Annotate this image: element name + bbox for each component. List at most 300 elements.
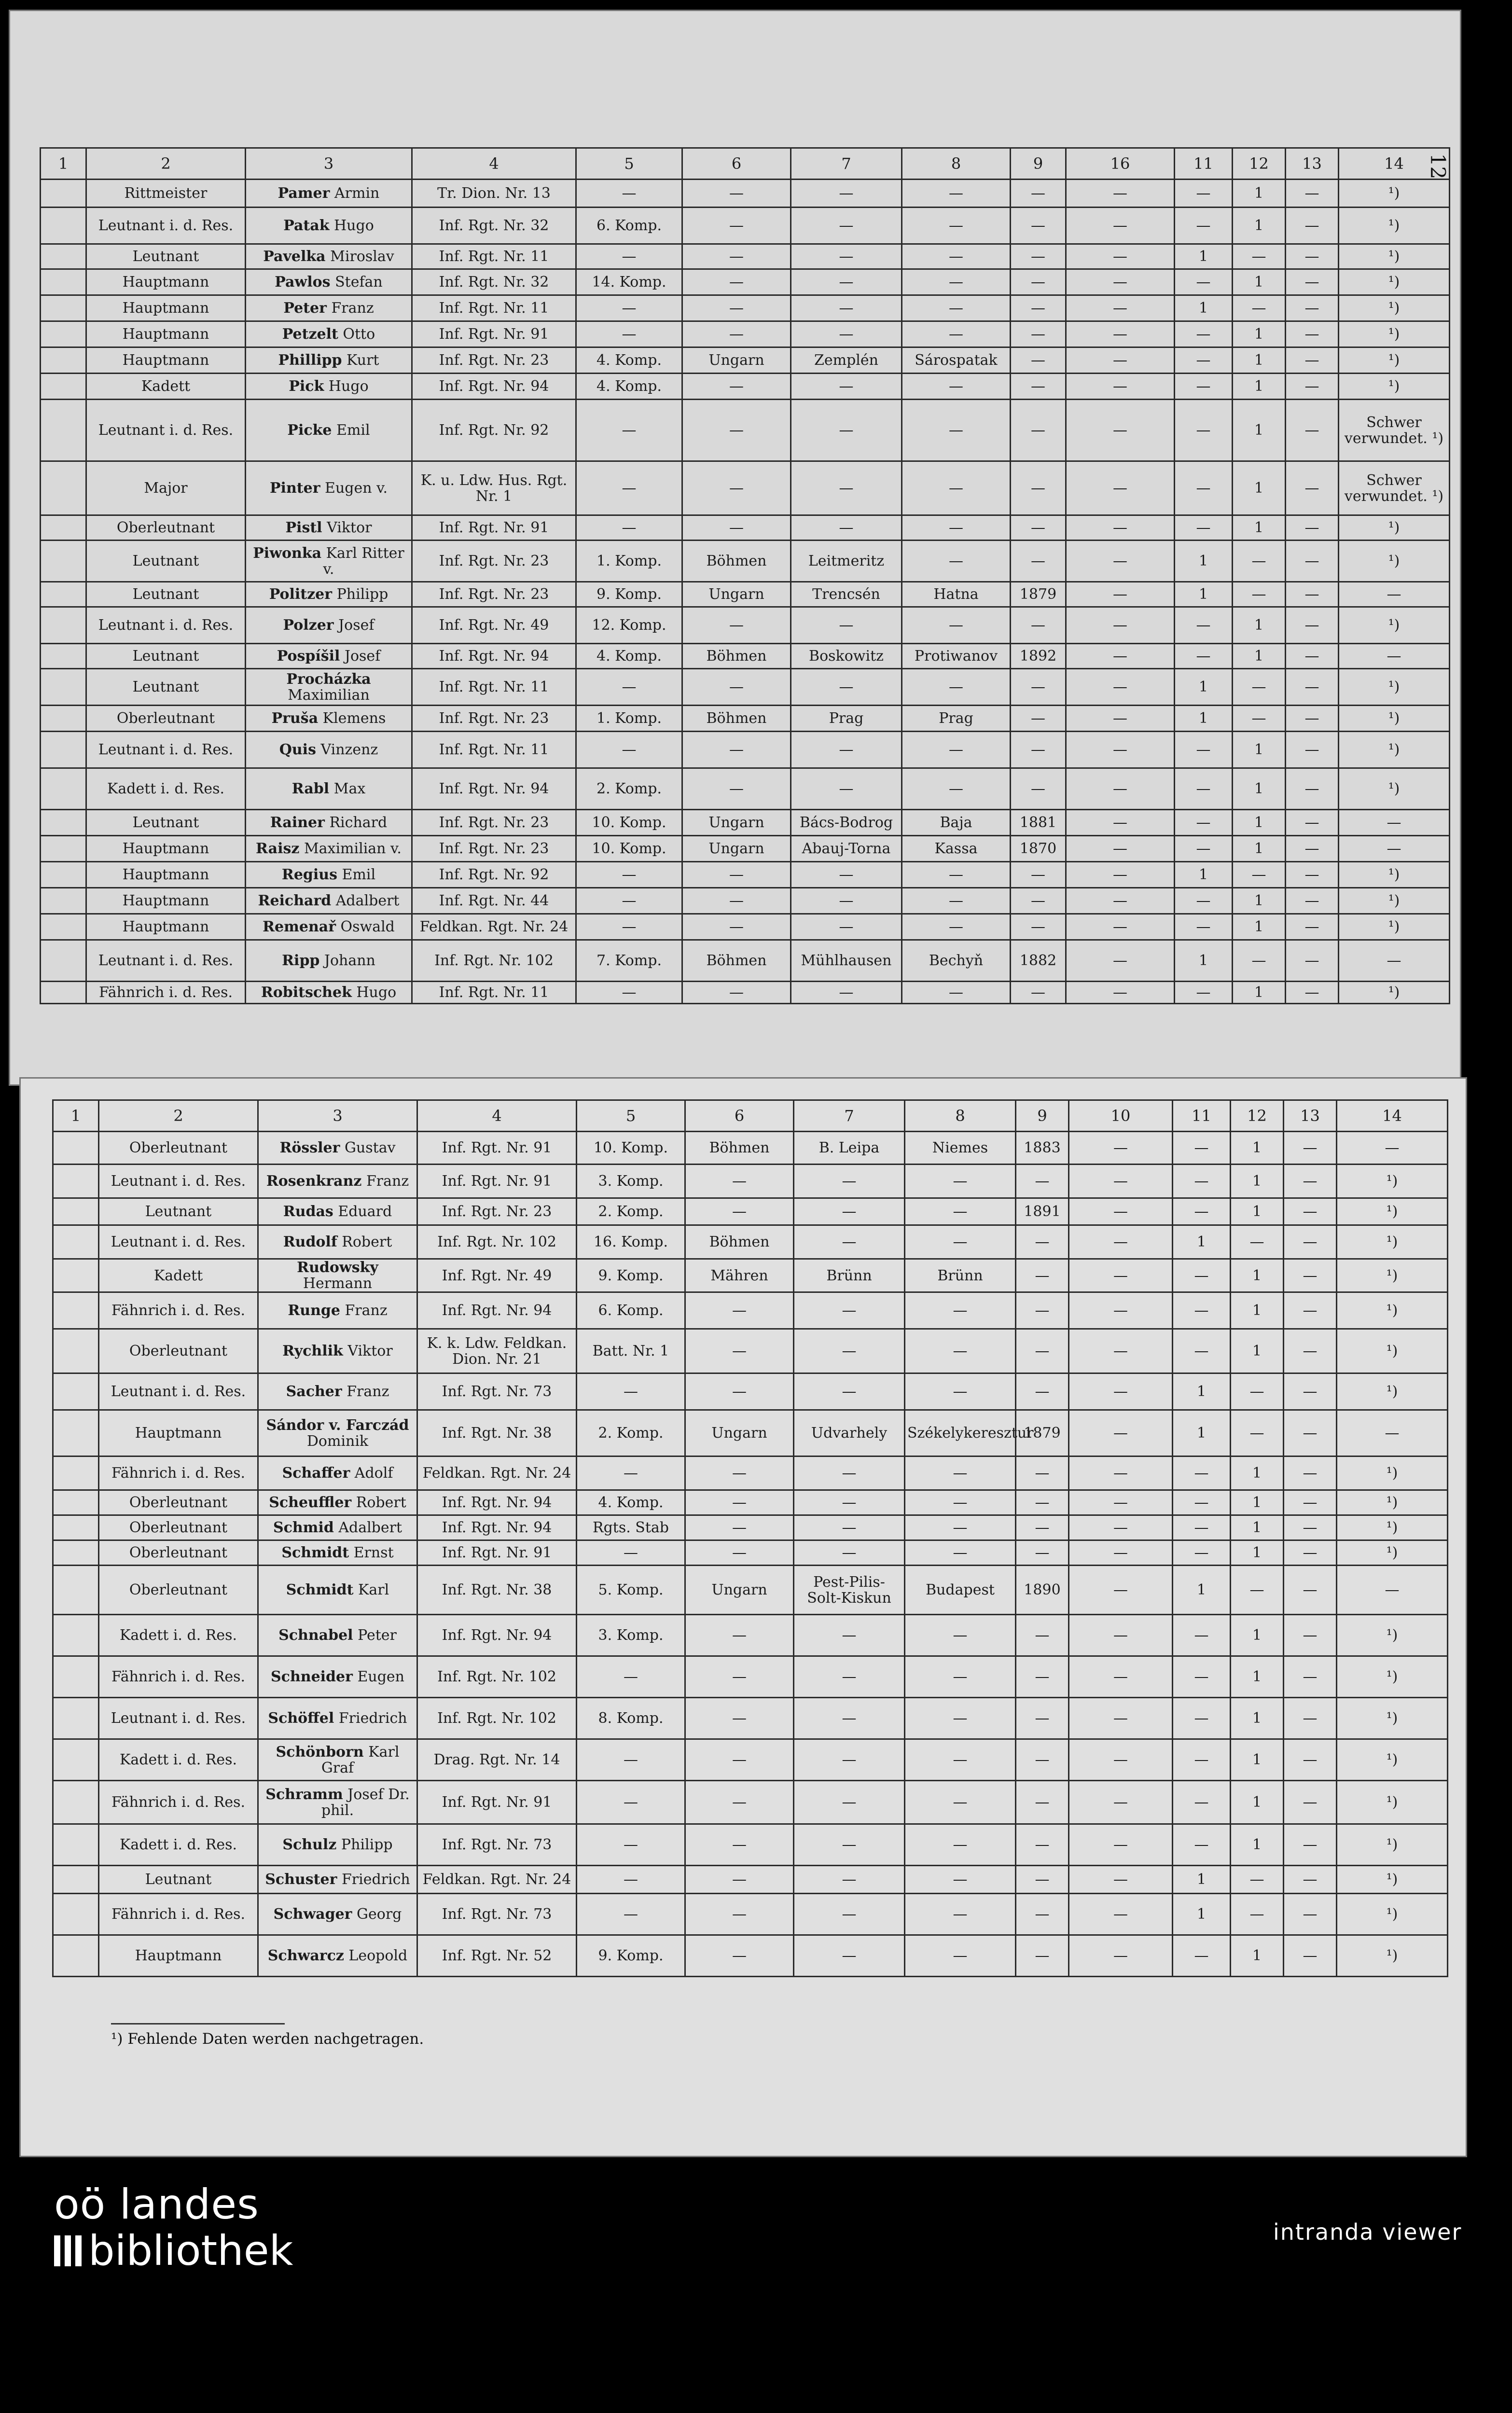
column-header-11: 11	[1175, 148, 1233, 180]
cell-col-12: —	[1231, 1566, 1284, 1615]
cell-col-11: —	[1173, 1165, 1231, 1198]
cell-col-10: —	[1066, 541, 1175, 582]
cell-col-12: 1	[1231, 1132, 1284, 1165]
cell-col-7: —	[794, 1456, 905, 1490]
cell-col-10: —	[1066, 888, 1175, 914]
column-header-13: 13	[1284, 1100, 1337, 1132]
cell-col-2: Rittmeister	[86, 180, 246, 208]
cell-col-4: Inf. Rgt. Nr. 94	[417, 1490, 577, 1515]
cell-col-2: Oberleutnant	[99, 1515, 258, 1540]
cell-col-7: Trencsén	[791, 582, 902, 607]
cell-col-7: —	[791, 244, 902, 269]
cell-col-4: Feldkan. Rgt. Nr. 24	[417, 1456, 577, 1490]
cell-col-6: —	[682, 732, 791, 768]
footnote: ¹) Fehlende Daten werden nachgetragen.	[111, 2030, 424, 2048]
cell-col-2: Hauptmann	[86, 914, 246, 940]
cell-col-2: Leutnant i. d. Res.	[99, 1165, 258, 1198]
cell-col-9: —	[1016, 1615, 1069, 1656]
cell-col-8: —	[905, 1373, 1016, 1410]
cell-col-13: —	[1286, 400, 1339, 461]
cell-col-8: —	[902, 208, 1011, 244]
cell-col-12: —	[1231, 1225, 1284, 1259]
cell-col-11: —	[1175, 208, 1233, 244]
cell-col-13: —	[1286, 810, 1339, 836]
name-cell: Scheuffler Robert	[258, 1490, 417, 1515]
cell-col-7: Mühlhausen	[791, 940, 902, 982]
table-row	[53, 1824, 1448, 1866]
column-header-14: 14	[1339, 148, 1450, 180]
cell-col-8: —	[905, 1292, 1016, 1329]
cell-col-8: —	[902, 888, 1011, 914]
cell-col-14: —	[1339, 644, 1450, 669]
name-cell: Phillipp Kurt	[246, 347, 412, 374]
cell-col-14: ¹)	[1339, 914, 1450, 940]
cell-col-6: —	[685, 1373, 794, 1410]
cell-col-10: —	[1066, 461, 1175, 515]
cell-col-12: 1	[1233, 888, 1286, 914]
cell-col-14: ¹)	[1339, 669, 1450, 706]
cell-col-8: —	[905, 1866, 1016, 1894]
cell-col-1	[41, 400, 86, 461]
cell-col-6: —	[682, 269, 791, 295]
cell-col-1	[41, 374, 86, 400]
footnote-rule	[111, 2023, 285, 2025]
cell-col-10: —	[1069, 1540, 1173, 1566]
cell-col-2: Hauptmann	[99, 1410, 258, 1456]
cell-col-1	[53, 1566, 99, 1615]
cell-col-13: —	[1284, 1781, 1337, 1824]
cell-col-7: —	[794, 1739, 905, 1781]
cell-col-11: —	[1173, 1132, 1231, 1165]
cell-col-10: —	[1069, 1656, 1173, 1698]
cell-col-9: —	[1016, 1165, 1069, 1198]
cell-col-12: 1	[1233, 732, 1286, 768]
cell-col-9: —	[1016, 1824, 1069, 1866]
name-cell: Pamer Armin	[246, 180, 412, 208]
cell-col-5: 10. Komp.	[577, 1132, 685, 1165]
name-cell: Pistl Viktor	[246, 515, 412, 541]
cell-col-11: —	[1175, 461, 1233, 515]
cell-col-14: ¹)	[1337, 1198, 1448, 1225]
cell-col-11: —	[1175, 347, 1233, 374]
cell-col-4: Inf. Rgt. Nr. 91	[412, 321, 576, 347]
cell-col-12: 1	[1231, 1781, 1284, 1824]
cell-col-1	[41, 515, 86, 541]
cell-col-8: Bechyň	[902, 940, 1011, 982]
cell-col-5: —	[577, 1781, 685, 1824]
cell-col-2: Hauptmann	[86, 269, 246, 295]
name-cell: Pavelka Miroslav	[246, 244, 412, 269]
cell-col-10: —	[1069, 1259, 1173, 1292]
cell-col-11: —	[1173, 1259, 1231, 1292]
cell-col-7: Bács-Bodrog	[791, 810, 902, 836]
cell-col-7: —	[794, 1225, 905, 1259]
cell-col-6: —	[685, 1894, 794, 1935]
cell-col-14: ¹)	[1339, 515, 1450, 541]
column-header-8: 8	[902, 148, 1011, 180]
table-row	[53, 1781, 1448, 1824]
cell-col-13: —	[1284, 1656, 1337, 1698]
viewer-brand: intranda viewer	[1273, 2219, 1462, 2245]
casualty-table-lower	[52, 1099, 1448, 1977]
cell-col-12: —	[1233, 244, 1286, 269]
cell-col-14: ¹)	[1337, 1165, 1448, 1198]
cell-col-2: Leutnant i. d. Res.	[99, 1225, 258, 1259]
cell-col-10: —	[1066, 321, 1175, 347]
cell-col-4: Inf. Rgt. Nr. 73	[417, 1373, 577, 1410]
cell-col-10: —	[1069, 1515, 1173, 1540]
cell-col-1	[53, 1515, 99, 1540]
cell-col-14: ¹)	[1337, 1329, 1448, 1373]
cell-col-2: Leutnant	[99, 1198, 258, 1225]
name-cell: Schönborn Karl Graf	[258, 1739, 417, 1781]
cell-col-1	[53, 1132, 99, 1165]
name-cell: Picke Emil	[246, 400, 412, 461]
cell-col-7: Leitmeritz	[791, 541, 902, 582]
cell-col-1	[41, 208, 86, 244]
cell-col-5: 2. Komp.	[577, 1198, 685, 1225]
cell-col-14: —	[1337, 1410, 1448, 1456]
cell-col-9: —	[1011, 347, 1066, 374]
cell-col-14: ¹)	[1337, 1894, 1448, 1935]
cell-col-5: 1. Komp.	[576, 541, 682, 582]
cell-col-9: —	[1011, 400, 1066, 461]
cell-col-4: K. k. Ldw. Feldkan. Dion. Nr. 21	[417, 1329, 577, 1373]
cell-col-9: —	[1011, 982, 1066, 1004]
cell-col-8: —	[905, 1456, 1016, 1490]
table-row	[41, 810, 1450, 836]
cell-col-10: —	[1066, 669, 1175, 706]
cell-col-12: 1	[1231, 1615, 1284, 1656]
cell-col-9: —	[1011, 862, 1066, 888]
cell-col-13: —	[1284, 1615, 1337, 1656]
name-cell: Quis Vinzenz	[246, 732, 412, 768]
logo-line1: oö landes	[54, 2180, 259, 2229]
logo-line2: bibliothek	[88, 2227, 293, 2275]
cell-col-9: —	[1011, 768, 1066, 810]
cell-col-14: ¹)	[1337, 1739, 1448, 1781]
cell-col-9: —	[1016, 1935, 1069, 1977]
cell-col-6: Ungarn	[682, 582, 791, 607]
cell-col-7: —	[791, 862, 902, 888]
cell-col-11: —	[1173, 1490, 1231, 1515]
cell-col-2: Kadett i. d. Res.	[99, 1739, 258, 1781]
table-row	[41, 208, 1450, 244]
cell-col-10: —	[1069, 1198, 1173, 1225]
cell-col-4: Inf. Rgt. Nr. 44	[412, 888, 576, 914]
cell-col-14: ¹)	[1339, 706, 1450, 732]
cell-col-1	[53, 1225, 99, 1259]
cell-col-13: —	[1284, 1490, 1337, 1515]
cell-col-6: —	[682, 180, 791, 208]
column-header-3: 3	[246, 148, 412, 180]
cell-col-1	[53, 1198, 99, 1225]
column-header-12: 12	[1233, 148, 1286, 180]
name-cell: Rössler Gustav	[258, 1132, 417, 1165]
cell-col-12: 1	[1233, 269, 1286, 295]
cell-col-14: —	[1339, 582, 1450, 607]
cell-col-8: —	[902, 244, 1011, 269]
cell-col-10: —	[1066, 208, 1175, 244]
name-cell: Reichard Adalbert	[246, 888, 412, 914]
cell-col-4: Inf. Rgt. Nr. 102	[417, 1656, 577, 1698]
cell-col-13: —	[1286, 208, 1339, 244]
cell-col-8: Budapest	[905, 1566, 1016, 1615]
table-row	[41, 914, 1450, 940]
cell-col-7: B. Leipa	[794, 1132, 905, 1165]
cell-col-13: —	[1284, 1198, 1337, 1225]
cell-col-2: Leutnant	[86, 810, 246, 836]
cell-col-12: 1	[1231, 1198, 1284, 1225]
cell-col-5: Rgts. Stab	[577, 1515, 685, 1540]
cell-col-4: Inf. Rgt. Nr. 23	[412, 706, 576, 732]
name-cell: Rudas Eduard	[258, 1198, 417, 1225]
column-header-9: 9	[1016, 1100, 1069, 1132]
cell-col-10: —	[1066, 810, 1175, 836]
cell-col-13: —	[1286, 607, 1339, 644]
cell-col-5: 9. Komp.	[576, 582, 682, 607]
cell-col-4: Inf. Rgt. Nr. 73	[417, 1894, 577, 1935]
cell-col-11: —	[1173, 1515, 1231, 1540]
library-logo[interactable]	[54, 2181, 293, 2274]
cell-col-5: —	[577, 1866, 685, 1894]
cell-col-8: —	[902, 321, 1011, 347]
cell-col-13: —	[1286, 914, 1339, 940]
cell-col-6: —	[685, 1698, 794, 1739]
cell-col-9: —	[1016, 1656, 1069, 1698]
cell-col-5: —	[577, 1894, 685, 1935]
cell-col-13: —	[1286, 982, 1339, 1004]
cell-col-4: Inf. Rgt. Nr. 32	[412, 269, 576, 295]
cell-col-14: ¹)	[1339, 982, 1450, 1004]
table-row	[53, 1165, 1448, 1198]
table-row	[53, 1329, 1448, 1373]
cell-col-1	[41, 269, 86, 295]
table-row	[53, 1292, 1448, 1329]
cell-col-2: Oberleutnant	[99, 1329, 258, 1373]
cell-col-14: ¹)	[1337, 1615, 1448, 1656]
cell-col-12: 1	[1231, 1824, 1284, 1866]
table-row	[53, 1656, 1448, 1698]
cell-col-5: 10. Komp.	[576, 836, 682, 862]
cell-col-10: —	[1069, 1894, 1173, 1935]
cell-col-2: Leutnant i. d. Res.	[86, 940, 246, 982]
cell-col-14: ¹)	[1337, 1698, 1448, 1739]
cell-col-1	[41, 644, 86, 669]
cell-col-10: —	[1066, 862, 1175, 888]
cell-col-10: —	[1069, 1132, 1173, 1165]
cell-col-12: 1	[1233, 400, 1286, 461]
cell-col-13: —	[1284, 1456, 1337, 1490]
cell-col-12: 1	[1233, 914, 1286, 940]
table-row	[53, 1894, 1448, 1935]
cell-col-12: 1	[1233, 208, 1286, 244]
cell-col-8: —	[905, 1198, 1016, 1225]
logo-bars-icon	[54, 2235, 82, 2266]
cell-col-12: 1	[1231, 1935, 1284, 1977]
cell-col-13: —	[1286, 644, 1339, 669]
cell-col-11: —	[1175, 732, 1233, 768]
cell-col-14: ¹)	[1339, 269, 1450, 295]
cell-col-6: —	[685, 1866, 794, 1894]
cell-col-7: —	[794, 1165, 905, 1198]
cell-col-13: —	[1286, 862, 1339, 888]
cell-col-1	[53, 1292, 99, 1329]
name-cell: Politzer Philipp	[246, 582, 412, 607]
cell-col-12: 1	[1233, 180, 1286, 208]
cell-col-6: —	[685, 1292, 794, 1329]
cell-col-5: 6. Komp.	[576, 208, 682, 244]
cell-col-8: —	[902, 295, 1011, 321]
cell-col-1	[41, 244, 86, 269]
name-cell: Piwonka Karl Ritter v.	[246, 541, 412, 582]
cell-col-2: Leutnant	[99, 1866, 258, 1894]
cell-col-11: 1	[1175, 244, 1233, 269]
cell-col-7: Zemplén	[791, 347, 902, 374]
name-cell: Runge Franz	[258, 1292, 417, 1329]
cell-col-13: —	[1284, 1225, 1337, 1259]
name-cell: Rabl Max	[246, 768, 412, 810]
cell-col-6: —	[685, 1456, 794, 1490]
cell-col-14: ¹)	[1339, 541, 1450, 582]
cell-col-2: Fähnrich i. d. Res.	[99, 1656, 258, 1698]
cell-col-9: —	[1011, 208, 1066, 244]
cell-col-4: Inf. Rgt. Nr. 92	[412, 862, 576, 888]
cell-col-9: —	[1011, 515, 1066, 541]
cell-col-2: Leutnant	[86, 541, 246, 582]
cell-col-8: Prag	[902, 706, 1011, 732]
cell-col-9: —	[1016, 1698, 1069, 1739]
cell-col-5: —	[576, 914, 682, 940]
cell-col-13: —	[1284, 1866, 1337, 1894]
cell-col-6: Böhmen	[682, 706, 791, 732]
cell-col-9: 1870	[1011, 836, 1066, 862]
cell-col-1	[53, 1698, 99, 1739]
cell-col-12: —	[1231, 1894, 1284, 1935]
table-row	[41, 347, 1450, 374]
cell-col-9: —	[1016, 1373, 1069, 1410]
cell-col-4: Inf. Rgt. Nr. 49	[412, 607, 576, 644]
cell-col-14: —	[1337, 1566, 1448, 1615]
cell-col-4: Inf. Rgt. Nr. 23	[417, 1198, 577, 1225]
cell-col-14: ¹)	[1337, 1781, 1448, 1824]
cell-col-9: 1891	[1016, 1198, 1069, 1225]
column-header-2: 2	[99, 1100, 258, 1132]
cell-col-8: —	[902, 374, 1011, 400]
cell-col-13: —	[1286, 669, 1339, 706]
table-row	[41, 244, 1450, 269]
cell-col-10: —	[1066, 607, 1175, 644]
cell-col-9: —	[1016, 1739, 1069, 1781]
cell-col-4: Inf. Rgt. Nr. 11	[412, 732, 576, 768]
cell-col-4: Inf. Rgt. Nr. 23	[412, 541, 576, 582]
cell-col-9: —	[1016, 1456, 1069, 1490]
cell-col-6: —	[685, 1656, 794, 1698]
cell-col-14: ¹)	[1339, 768, 1450, 810]
cell-col-14: Schwer verwundet. ¹)	[1339, 461, 1450, 515]
cell-col-2: Kadett i. d. Res.	[99, 1615, 258, 1656]
cell-col-11: —	[1175, 321, 1233, 347]
cell-col-4: Inf. Rgt. Nr. 102	[417, 1225, 577, 1259]
cell-col-9: —	[1011, 914, 1066, 940]
cell-col-6: —	[685, 1165, 794, 1198]
cell-col-5: 9. Komp.	[577, 1259, 685, 1292]
cell-col-6: —	[682, 374, 791, 400]
table-row	[53, 1132, 1448, 1165]
cell-col-5: —	[576, 862, 682, 888]
cell-col-14: ¹)	[1337, 1824, 1448, 1866]
cell-col-2: Hauptmann	[99, 1935, 258, 1977]
cell-col-5: 4. Komp.	[576, 374, 682, 400]
cell-col-14: —	[1337, 1132, 1448, 1165]
table-row	[41, 541, 1450, 582]
table-row	[41, 836, 1450, 862]
cell-col-13: —	[1286, 836, 1339, 862]
cell-col-6: —	[682, 768, 791, 810]
cell-col-11: —	[1173, 1615, 1231, 1656]
cell-col-2: Kadett i. d. Res.	[99, 1824, 258, 1866]
column-header-8: 8	[905, 1100, 1016, 1132]
cell-col-7: —	[794, 1515, 905, 1540]
name-cell: Rudowsky Hermann	[258, 1259, 417, 1292]
column-header-12: 12	[1231, 1100, 1284, 1132]
cell-col-12: —	[1233, 706, 1286, 732]
cell-col-2: Oberleutnant	[99, 1540, 258, 1566]
cell-col-7: —	[794, 1329, 905, 1373]
cell-col-5: —	[576, 669, 682, 706]
table-row	[41, 321, 1450, 347]
cell-col-5: —	[577, 1373, 685, 1410]
name-cell: Ripp Johann	[246, 940, 412, 982]
cell-col-8: —	[905, 1615, 1016, 1656]
cell-col-12: 1	[1233, 515, 1286, 541]
cell-col-13: —	[1286, 515, 1339, 541]
column-header-9: 9	[1011, 148, 1066, 180]
column-header-2: 2	[86, 148, 246, 180]
cell-col-4: Inf. Rgt. Nr. 23	[412, 347, 576, 374]
cell-col-5: Batt. Nr. 1	[577, 1329, 685, 1373]
name-cell: Schmidt Karl	[258, 1566, 417, 1615]
cell-col-2: Oberleutnant	[86, 515, 246, 541]
cell-col-2: Hauptmann	[86, 888, 246, 914]
cell-col-8: —	[902, 914, 1011, 940]
cell-col-13: —	[1284, 1373, 1337, 1410]
cell-col-14: ¹)	[1339, 244, 1450, 269]
cell-col-9: —	[1011, 321, 1066, 347]
cell-col-2: Major	[86, 461, 246, 515]
cell-col-9: —	[1011, 295, 1066, 321]
cell-col-4: Inf. Rgt. Nr. 94	[412, 768, 576, 810]
cell-col-8: —	[902, 180, 1011, 208]
cell-col-12: 1	[1231, 1165, 1284, 1198]
cell-col-8: —	[902, 669, 1011, 706]
cell-col-10: —	[1066, 347, 1175, 374]
cell-col-7: —	[791, 732, 902, 768]
cell-col-10: —	[1066, 982, 1175, 1004]
cell-col-1	[53, 1935, 99, 1977]
name-cell: Rainer Richard	[246, 810, 412, 836]
cell-col-12: 1	[1231, 1292, 1284, 1329]
cell-col-9: —	[1011, 180, 1066, 208]
cell-col-14: ¹)	[1337, 1540, 1448, 1566]
cell-col-2: Fähnrich i. d. Res.	[99, 1894, 258, 1935]
cell-col-2: Leutnant	[86, 244, 246, 269]
cell-col-11: —	[1173, 1292, 1231, 1329]
cell-col-13: —	[1286, 732, 1339, 768]
cell-col-9: —	[1016, 1292, 1069, 1329]
cell-col-13: —	[1284, 1132, 1337, 1165]
cell-col-12: 1	[1231, 1456, 1284, 1490]
